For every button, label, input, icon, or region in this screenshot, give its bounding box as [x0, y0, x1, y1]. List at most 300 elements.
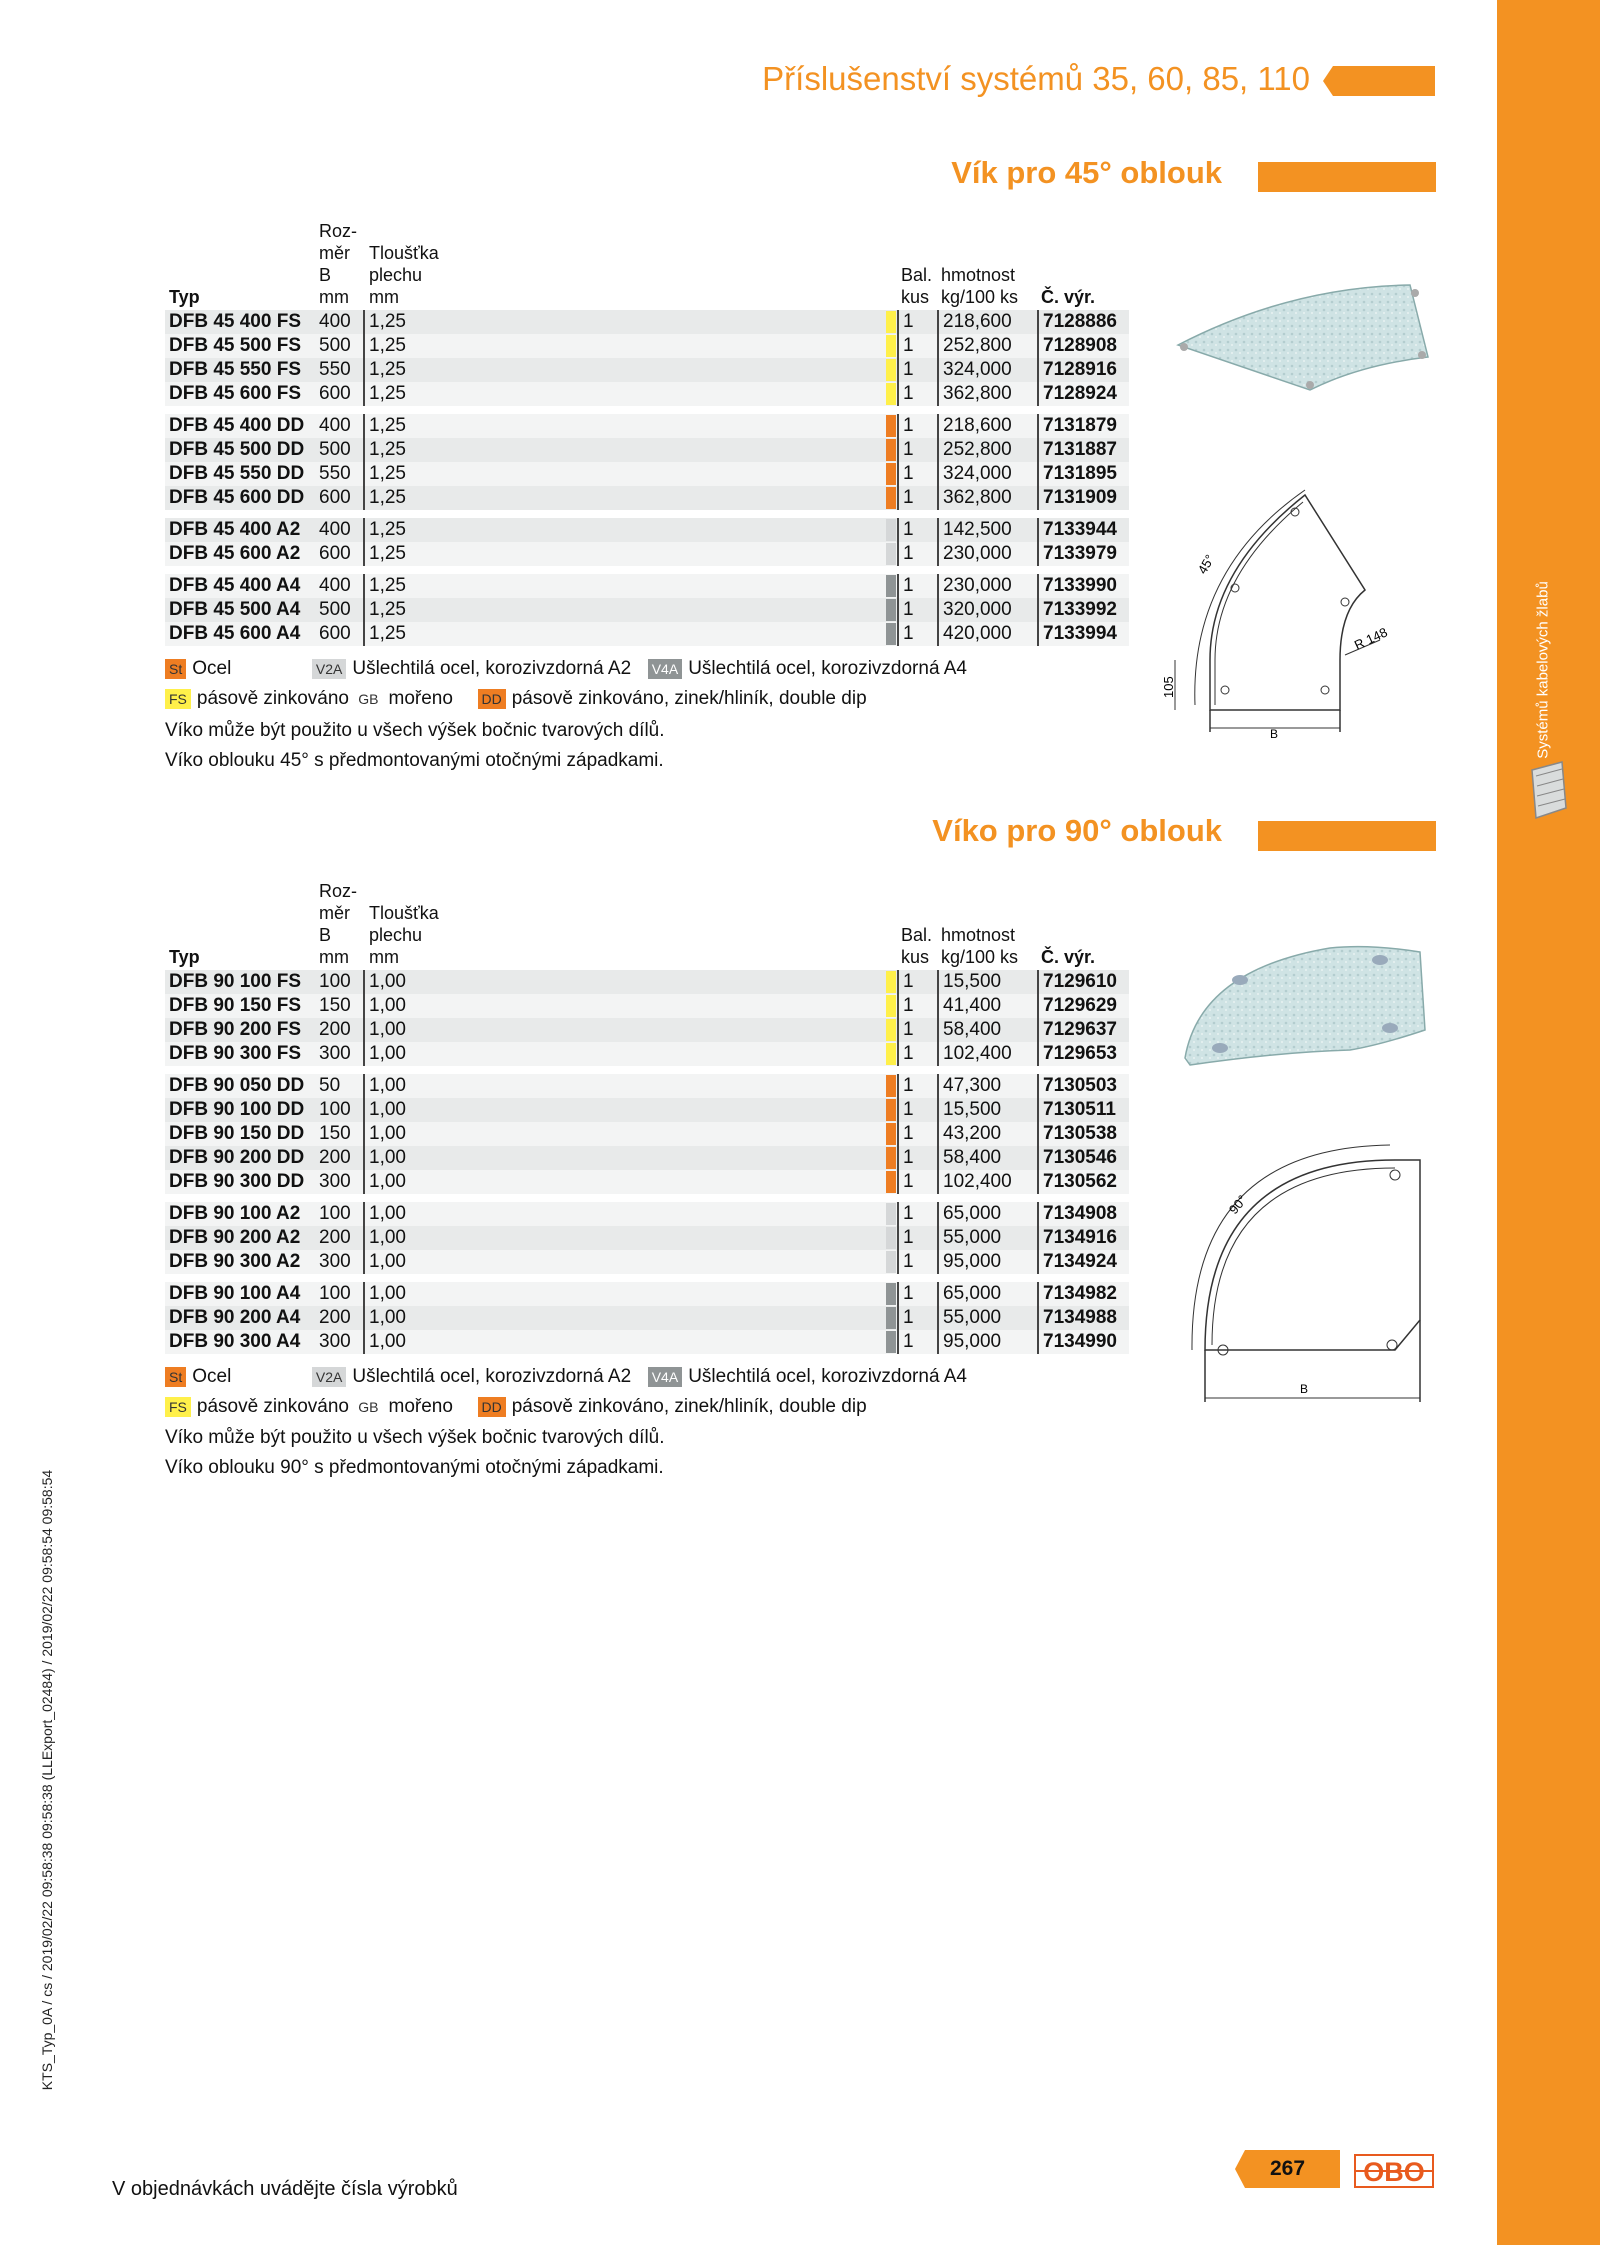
col-mark: [885, 220, 897, 310]
cell-typ: DFB 90 300 A4: [165, 1330, 315, 1354]
spec-table-45: [165, 220, 1129, 646]
page-header-title: Příslušenství systémů 35, 60, 85, 110: [762, 60, 1310, 97]
cell-num: 7129653: [1037, 1042, 1129, 1066]
cell-bal: 1: [897, 1074, 937, 1098]
cell-finish-mark: [885, 574, 897, 598]
cell-dim: 400: [315, 414, 365, 438]
cell-typ: DFB 45 400 A4: [165, 574, 315, 598]
table-body-90: [165, 970, 1129, 1354]
cell-finish-mark: [885, 1098, 897, 1122]
cell-typ: DFB 90 100 FS: [165, 970, 315, 994]
cell-dim: 300: [315, 1330, 365, 1354]
cover-90-photo: [1180, 940, 1430, 1070]
cell-finish-mark: [885, 1042, 897, 1066]
cell-bal: 1: [897, 1098, 937, 1122]
cell-dim: 600: [315, 486, 365, 510]
cell-finish-mark: [885, 1330, 897, 1354]
legend-tag-v2a: V2A: [312, 659, 346, 679]
cell-finish-mark: [885, 382, 897, 406]
cell-wt: 15,500: [937, 970, 1037, 994]
cell-thk: 1,00: [365, 1226, 885, 1250]
cell-typ: DFB 45 400 DD: [165, 414, 315, 438]
cell-finish-mark: [885, 334, 897, 358]
table-row: [165, 1074, 1129, 1098]
cell-finish-mark: [885, 970, 897, 994]
cell-bal: 1: [897, 622, 937, 646]
cell-finish-mark: [885, 358, 897, 382]
cell-num: 7131887: [1037, 438, 1129, 462]
legend-text-st: Ocel: [192, 658, 232, 679]
finish-color-mark: [886, 335, 896, 357]
cell-typ: DFB 90 150 DD: [165, 1122, 315, 1146]
cell-num: 7131895: [1037, 462, 1129, 486]
legend-text-v2a: Ušlechtilá ocel, korozivzdorná A2: [352, 1366, 632, 1387]
cell-thk: 1,00: [365, 1282, 885, 1306]
note-90-1: Víko může být použito u všech výšek bočnic tvarových dílů.: [165, 1427, 665, 1448]
cell-typ: DFB 45 600 A4: [165, 622, 315, 646]
note-45-1: Víko může být použito u všech výšek bočnic tvarových dílů.: [165, 720, 665, 741]
cell-bal: 1: [897, 1282, 937, 1306]
cell-num: 7128916: [1037, 358, 1129, 382]
cell-dim: 200: [315, 1306, 365, 1330]
row-gap: [165, 566, 1129, 574]
table-row: [165, 598, 1129, 622]
cell-num: 7134988: [1037, 1306, 1129, 1330]
row-gap: [165, 406, 1129, 414]
section-45-title: Vík pro 45° oblouk: [951, 155, 1222, 190]
cell-typ: DFB 90 200 A2: [165, 1226, 315, 1250]
cell-thk: 1,25: [365, 382, 885, 406]
cell-thk: 1,00: [365, 1146, 885, 1170]
cell-bal: 1: [897, 438, 937, 462]
finish-color-mark: [886, 1019, 896, 1041]
cell-dim: 300: [315, 1170, 365, 1194]
cell-num: 7129629: [1037, 994, 1129, 1018]
cell-typ: DFB 45 500 FS: [165, 334, 315, 358]
cell-wt: 41,400: [937, 994, 1037, 1018]
cell-wt: 95,000: [937, 1330, 1037, 1354]
cell-num: 7133944: [1037, 518, 1129, 542]
cell-bal: 1: [897, 1146, 937, 1170]
cell-bal: 1: [897, 518, 937, 542]
cell-bal: 1: [897, 486, 937, 510]
page-number: 267: [1269, 2157, 1306, 2180]
cell-typ: DFB 90 300 A2: [165, 1250, 315, 1274]
cell-num: 7130546: [1037, 1146, 1129, 1170]
legend-tag-v4a: V4A: [648, 1367, 682, 1387]
cell-finish-mark: [885, 542, 897, 566]
cell-dim: 150: [315, 994, 365, 1018]
cell-thk: 1,25: [365, 358, 885, 382]
col-wt: hmotnost kg/100 ks: [941, 265, 1019, 307]
cell-typ: DFB 90 100 DD: [165, 1098, 315, 1122]
cell-typ: DFB 45 400 FS: [165, 310, 315, 334]
cell-finish-mark: [885, 486, 897, 510]
cell-num: 7129610: [1037, 970, 1129, 994]
cell-wt: 43,200: [937, 1122, 1037, 1146]
cell-dim: 400: [315, 574, 365, 598]
table-row: [165, 574, 1129, 598]
table-row: [165, 1306, 1129, 1330]
finish-color-mark: [886, 971, 896, 993]
row-gap: [165, 510, 1129, 518]
cell-thk: 1,25: [365, 438, 885, 462]
cell-wt: 420,000: [937, 622, 1037, 646]
cell-typ: DFB 90 300 FS: [165, 1042, 315, 1066]
table-row: [165, 1330, 1129, 1354]
cell-bal: 1: [897, 1250, 937, 1274]
cell-bal: 1: [897, 1330, 937, 1354]
legend-text-dd: pásově zinkováno, zinek/hliník, double dip: [511, 688, 867, 709]
cell-bal: 1: [897, 414, 937, 438]
table-row: [165, 1250, 1129, 1274]
cell-wt: 362,800: [937, 382, 1037, 406]
finish-color-mark: [886, 311, 896, 333]
cell-finish-mark: [885, 1074, 897, 1098]
cell-num: 7133979: [1037, 542, 1129, 566]
cell-dim: 200: [315, 1146, 365, 1170]
table-row: [165, 1122, 1129, 1146]
col-typ: Typ: [169, 287, 200, 307]
cell-thk: 1,00: [365, 1330, 885, 1354]
cell-thk: 1,25: [365, 334, 885, 358]
cell-dim: 600: [315, 622, 365, 646]
cell-wt: 230,000: [937, 542, 1037, 566]
finish-color-mark: [886, 599, 896, 621]
table-row: [165, 542, 1129, 566]
cover-45-drawing: [1161, 480, 1435, 741]
cell-dim: 600: [315, 542, 365, 566]
cell-thk: 1,25: [365, 414, 885, 438]
finish-color-mark: [886, 1227, 896, 1249]
cell-thk: 1,00: [365, 1074, 885, 1098]
legend-tag-dd: DD: [478, 1397, 506, 1417]
cell-dim: 300: [315, 1042, 365, 1066]
drawing-angle-label: 90°: [1225, 1192, 1250, 1217]
col-typ: Typ: [169, 947, 200, 967]
legend-tag-st: St: [165, 659, 186, 679]
cell-finish-mark: [885, 518, 897, 542]
cell-dim: 400: [315, 518, 365, 542]
legend-45: [165, 654, 967, 714]
finish-color-mark: [886, 1099, 896, 1121]
cell-typ: DFB 90 200 DD: [165, 1146, 315, 1170]
cell-wt: 58,400: [937, 1018, 1037, 1042]
drawing-width-label: B: [1300, 1382, 1309, 1396]
finish-color-mark: [886, 995, 896, 1017]
finish-color-mark: [886, 543, 896, 565]
legend-text-v4a: Ušlechtilá ocel, korozivzdorná A4: [688, 1366, 967, 1387]
cell-typ: DFB 90 300 DD: [165, 1170, 315, 1194]
legend-tag-v2a: V2A: [312, 1367, 346, 1387]
cell-wt: 47,300: [937, 1074, 1037, 1098]
cell-num: 7133990: [1037, 574, 1129, 598]
finish-color-mark: [886, 623, 896, 645]
finish-color-mark: [886, 1171, 896, 1193]
finish-color-mark: [886, 463, 896, 485]
cell-typ: DFB 90 200 A4: [165, 1306, 315, 1330]
finish-color-mark: [886, 1283, 896, 1305]
table-row: [165, 1226, 1129, 1250]
cell-bal: 1: [897, 382, 937, 406]
section-90-bar: [1258, 821, 1436, 851]
cell-finish-mark: [885, 1018, 897, 1042]
table-row: [165, 970, 1129, 994]
col-dim: Roz- měr B mm: [319, 221, 358, 307]
cell-num: 7133992: [1037, 598, 1129, 622]
cell-finish-mark: [885, 1146, 897, 1170]
legend-tag-fs: FS: [165, 1397, 191, 1417]
cell-wt: 55,000: [937, 1226, 1037, 1250]
cell-typ: DFB 45 500 DD: [165, 438, 315, 462]
cell-wt: 320,000: [937, 598, 1037, 622]
cell-typ: DFB 45 500 A4: [165, 598, 315, 622]
cell-typ: DFB 90 100 A2: [165, 1202, 315, 1226]
cell-wt: 362,800: [937, 486, 1037, 510]
cell-num: 7130562: [1037, 1170, 1129, 1194]
cell-num: 7130511: [1037, 1098, 1129, 1122]
cell-typ: DFB 45 550 FS: [165, 358, 315, 382]
finish-color-mark: [886, 415, 896, 437]
spec-table-90: [165, 880, 1129, 1354]
table-row: [165, 1146, 1129, 1170]
cell-thk: 1,00: [365, 1042, 885, 1066]
cell-num: 7134982: [1037, 1282, 1129, 1306]
cell-wt: 230,000: [937, 574, 1037, 598]
cell-wt: 55,000: [937, 1306, 1037, 1330]
cable-tray-icon: [1528, 760, 1568, 820]
cell-dim: 550: [315, 462, 365, 486]
legend-tag-st: St: [165, 1367, 186, 1387]
legend-text-gb: mořeno: [388, 688, 453, 709]
cell-wt: 218,600: [937, 414, 1037, 438]
cell-wt: 324,000: [937, 358, 1037, 382]
cell-bal: 1: [897, 1226, 937, 1250]
table-row: [165, 310, 1129, 334]
cell-wt: 95,000: [937, 1250, 1037, 1274]
cell-finish-mark: [885, 1202, 897, 1226]
cell-wt: 324,000: [937, 462, 1037, 486]
legend-text-fs: pásově zinkováno: [196, 1396, 349, 1417]
cell-bal: 1: [897, 1042, 937, 1066]
cell-bal: 1: [897, 574, 937, 598]
cell-typ: DFB 90 150 FS: [165, 994, 315, 1018]
cell-dim: 100: [315, 1098, 365, 1122]
cell-thk: 1,00: [365, 1098, 885, 1122]
col-dim: Roz- měr B mm: [319, 881, 358, 967]
cell-num: 7130538: [1037, 1122, 1129, 1146]
finish-color-mark: [886, 1075, 896, 1097]
cell-num: 7128924: [1037, 382, 1129, 406]
cell-thk: 1,00: [365, 1122, 885, 1146]
cell-thk: 1,25: [365, 518, 885, 542]
section-90-title: Víko pro 90° oblouk: [932, 813, 1222, 848]
finish-color-mark: [886, 1203, 896, 1225]
cell-dim: 100: [315, 1202, 365, 1226]
cell-finish-mark: [885, 1306, 897, 1330]
cell-dim: 500: [315, 598, 365, 622]
cell-wt: 102,400: [937, 1042, 1037, 1066]
cell-thk: 1,25: [365, 542, 885, 566]
cell-dim: 300: [315, 1250, 365, 1274]
cell-finish-mark: [885, 1170, 897, 1194]
table-body-45: [165, 310, 1129, 646]
drawing-angle-label: 45°: [1194, 551, 1218, 577]
cell-finish-mark: [885, 1250, 897, 1274]
cell-typ: DFB 45 600 DD: [165, 486, 315, 510]
cell-finish-mark: [885, 414, 897, 438]
cell-thk: 1,25: [365, 598, 885, 622]
drawing-height-label: 105: [1161, 676, 1176, 698]
print-meta: KTS_Typ_0A / cs / 2019/02/22 09:58:38 09:58:38 (LLExport_02484) / 2019/02/22 09:58:54 09:58:54: [39, 1469, 55, 2091]
cell-num: 7128886: [1037, 310, 1129, 334]
cell-bal: 1: [897, 310, 937, 334]
cell-dim: 500: [315, 334, 365, 358]
cell-thk: 1,25: [365, 486, 885, 510]
cell-thk: 1,25: [365, 462, 885, 486]
cell-finish-mark: [885, 994, 897, 1018]
cell-finish-mark: [885, 598, 897, 622]
cell-bal: 1: [897, 994, 937, 1018]
legend-text-st: Ocel: [192, 1366, 232, 1387]
cell-dim: 50: [315, 1074, 365, 1098]
finish-color-mark: [886, 439, 896, 461]
finish-color-mark: [886, 1043, 896, 1065]
finish-color-mark: [886, 487, 896, 509]
cell-num: 7134924: [1037, 1250, 1129, 1274]
col-bal: Bal. kus: [901, 265, 933, 307]
cell-num: 7128908: [1037, 334, 1129, 358]
cell-typ: DFB 90 100 A4: [165, 1282, 315, 1306]
cell-thk: 1,00: [365, 1018, 885, 1042]
table-row: [165, 486, 1129, 510]
cover-45-photo: [1170, 275, 1430, 395]
cell-bal: 1: [897, 970, 937, 994]
cell-wt: 252,800: [937, 334, 1037, 358]
side-category-label: Systémů kabelových žlabů: [1534, 581, 1552, 759]
table-row: [165, 382, 1129, 406]
footer-text: V objednávkách uvádějte čísla výrobků: [112, 2178, 458, 2200]
cell-finish-mark: [885, 462, 897, 486]
cell-num: 7130503: [1037, 1074, 1129, 1098]
cell-typ: DFB 45 400 A2: [165, 518, 315, 542]
col-bal: Bal. kus: [901, 925, 933, 967]
cell-num: 7134916: [1037, 1226, 1129, 1250]
cell-thk: 1,25: [365, 310, 885, 334]
cell-wt: 252,800: [937, 438, 1037, 462]
cell-finish-mark: [885, 1282, 897, 1306]
cell-wt: 102,400: [937, 1170, 1037, 1194]
note-90-2: Víko oblouku 90° s předmontovanými otočnými západkami.: [165, 1457, 664, 1478]
finish-color-mark: [886, 1123, 896, 1145]
cell-finish-mark: [885, 1226, 897, 1250]
table-header: [165, 220, 1129, 310]
col-wt: hmotnost kg/100 ks: [941, 925, 1019, 967]
cell-bal: 1: [897, 334, 937, 358]
cell-thk: 1,25: [365, 574, 885, 598]
finish-color-mark: [886, 575, 896, 597]
cell-thk: 1,00: [365, 1306, 885, 1330]
table-row: [165, 334, 1129, 358]
cell-typ: DFB 45 600 A2: [165, 542, 315, 566]
cell-dim: 400: [315, 310, 365, 334]
row-gap: [165, 1274, 1129, 1282]
cell-dim: 200: [315, 1226, 365, 1250]
cell-typ: DFB 90 050 DD: [165, 1074, 315, 1098]
cell-bal: 1: [897, 1122, 937, 1146]
legend-tag-gb: GB: [354, 689, 382, 709]
cell-dim: 150: [315, 1122, 365, 1146]
cell-bal: 1: [897, 358, 937, 382]
legend-tag-gb: GB: [354, 1397, 382, 1417]
cell-num: 7131909: [1037, 486, 1129, 510]
finish-color-mark: [886, 1251, 896, 1273]
section-45-bar: [1258, 162, 1436, 192]
note-45-2: Víko oblouku 45° s předmontovanými otočnými západkami.: [165, 750, 664, 771]
cell-wt: 218,600: [937, 310, 1037, 334]
legend-tag-v4a: V4A: [648, 659, 682, 679]
table-row: [165, 1170, 1129, 1194]
cell-dim: 500: [315, 438, 365, 462]
cell-num: 7131879: [1037, 414, 1129, 438]
table-row: [165, 414, 1129, 438]
cell-bal: 1: [897, 542, 937, 566]
table-header: [165, 880, 1129, 970]
cell-num: 7134990: [1037, 1330, 1129, 1354]
table-row: [165, 994, 1129, 1018]
cell-typ: DFB 90 200 FS: [165, 1018, 315, 1042]
col-mark: [885, 880, 897, 970]
col-thk: Tloušťka plechu mm: [369, 903, 439, 967]
side-color-bar: [1497, 0, 1600, 2245]
col-thk: Tloušťka plechu mm: [369, 243, 439, 307]
cell-finish-mark: [885, 1122, 897, 1146]
legend-text-v2a: Ušlechtilá ocel, korozivzdorná A2: [352, 658, 632, 679]
legend-text-fs: pásově zinkováno: [196, 688, 349, 709]
cell-thk: 1,00: [365, 1202, 885, 1226]
cell-dim: 200: [315, 1018, 365, 1042]
cell-wt: 65,000: [937, 1202, 1037, 1226]
cell-bal: 1: [897, 598, 937, 622]
cell-bal: 1: [897, 1170, 937, 1194]
table-row: [165, 1018, 1129, 1042]
cover-90-drawing: [1180, 1140, 1430, 1410]
table-row: [165, 622, 1129, 646]
cell-finish-mark: [885, 438, 897, 462]
finish-color-mark: [886, 383, 896, 405]
legend-90: [165, 1362, 967, 1422]
table-row: [165, 438, 1129, 462]
table-row: [165, 518, 1129, 542]
cell-thk: 1,00: [365, 1250, 885, 1274]
row-gap: [165, 1194, 1129, 1202]
cell-finish-mark: [885, 310, 897, 334]
cell-wt: 58,400: [937, 1146, 1037, 1170]
table-row: [165, 358, 1129, 382]
obo-logo: [1354, 2154, 1434, 2188]
svg-text:OBO: OBO: [1363, 2157, 1425, 2187]
cell-wt: 142,500: [937, 518, 1037, 542]
cell-dim: 550: [315, 358, 365, 382]
legend-tag-fs: FS: [165, 689, 191, 709]
cell-bal: 1: [897, 462, 937, 486]
drawing-width-label: B: [1270, 727, 1279, 741]
finish-color-mark: [886, 359, 896, 381]
cell-num: 7134908: [1037, 1202, 1129, 1226]
legend-text-gb: mořeno: [388, 1396, 453, 1417]
table-row: [165, 1202, 1129, 1226]
finish-color-mark: [886, 519, 896, 541]
